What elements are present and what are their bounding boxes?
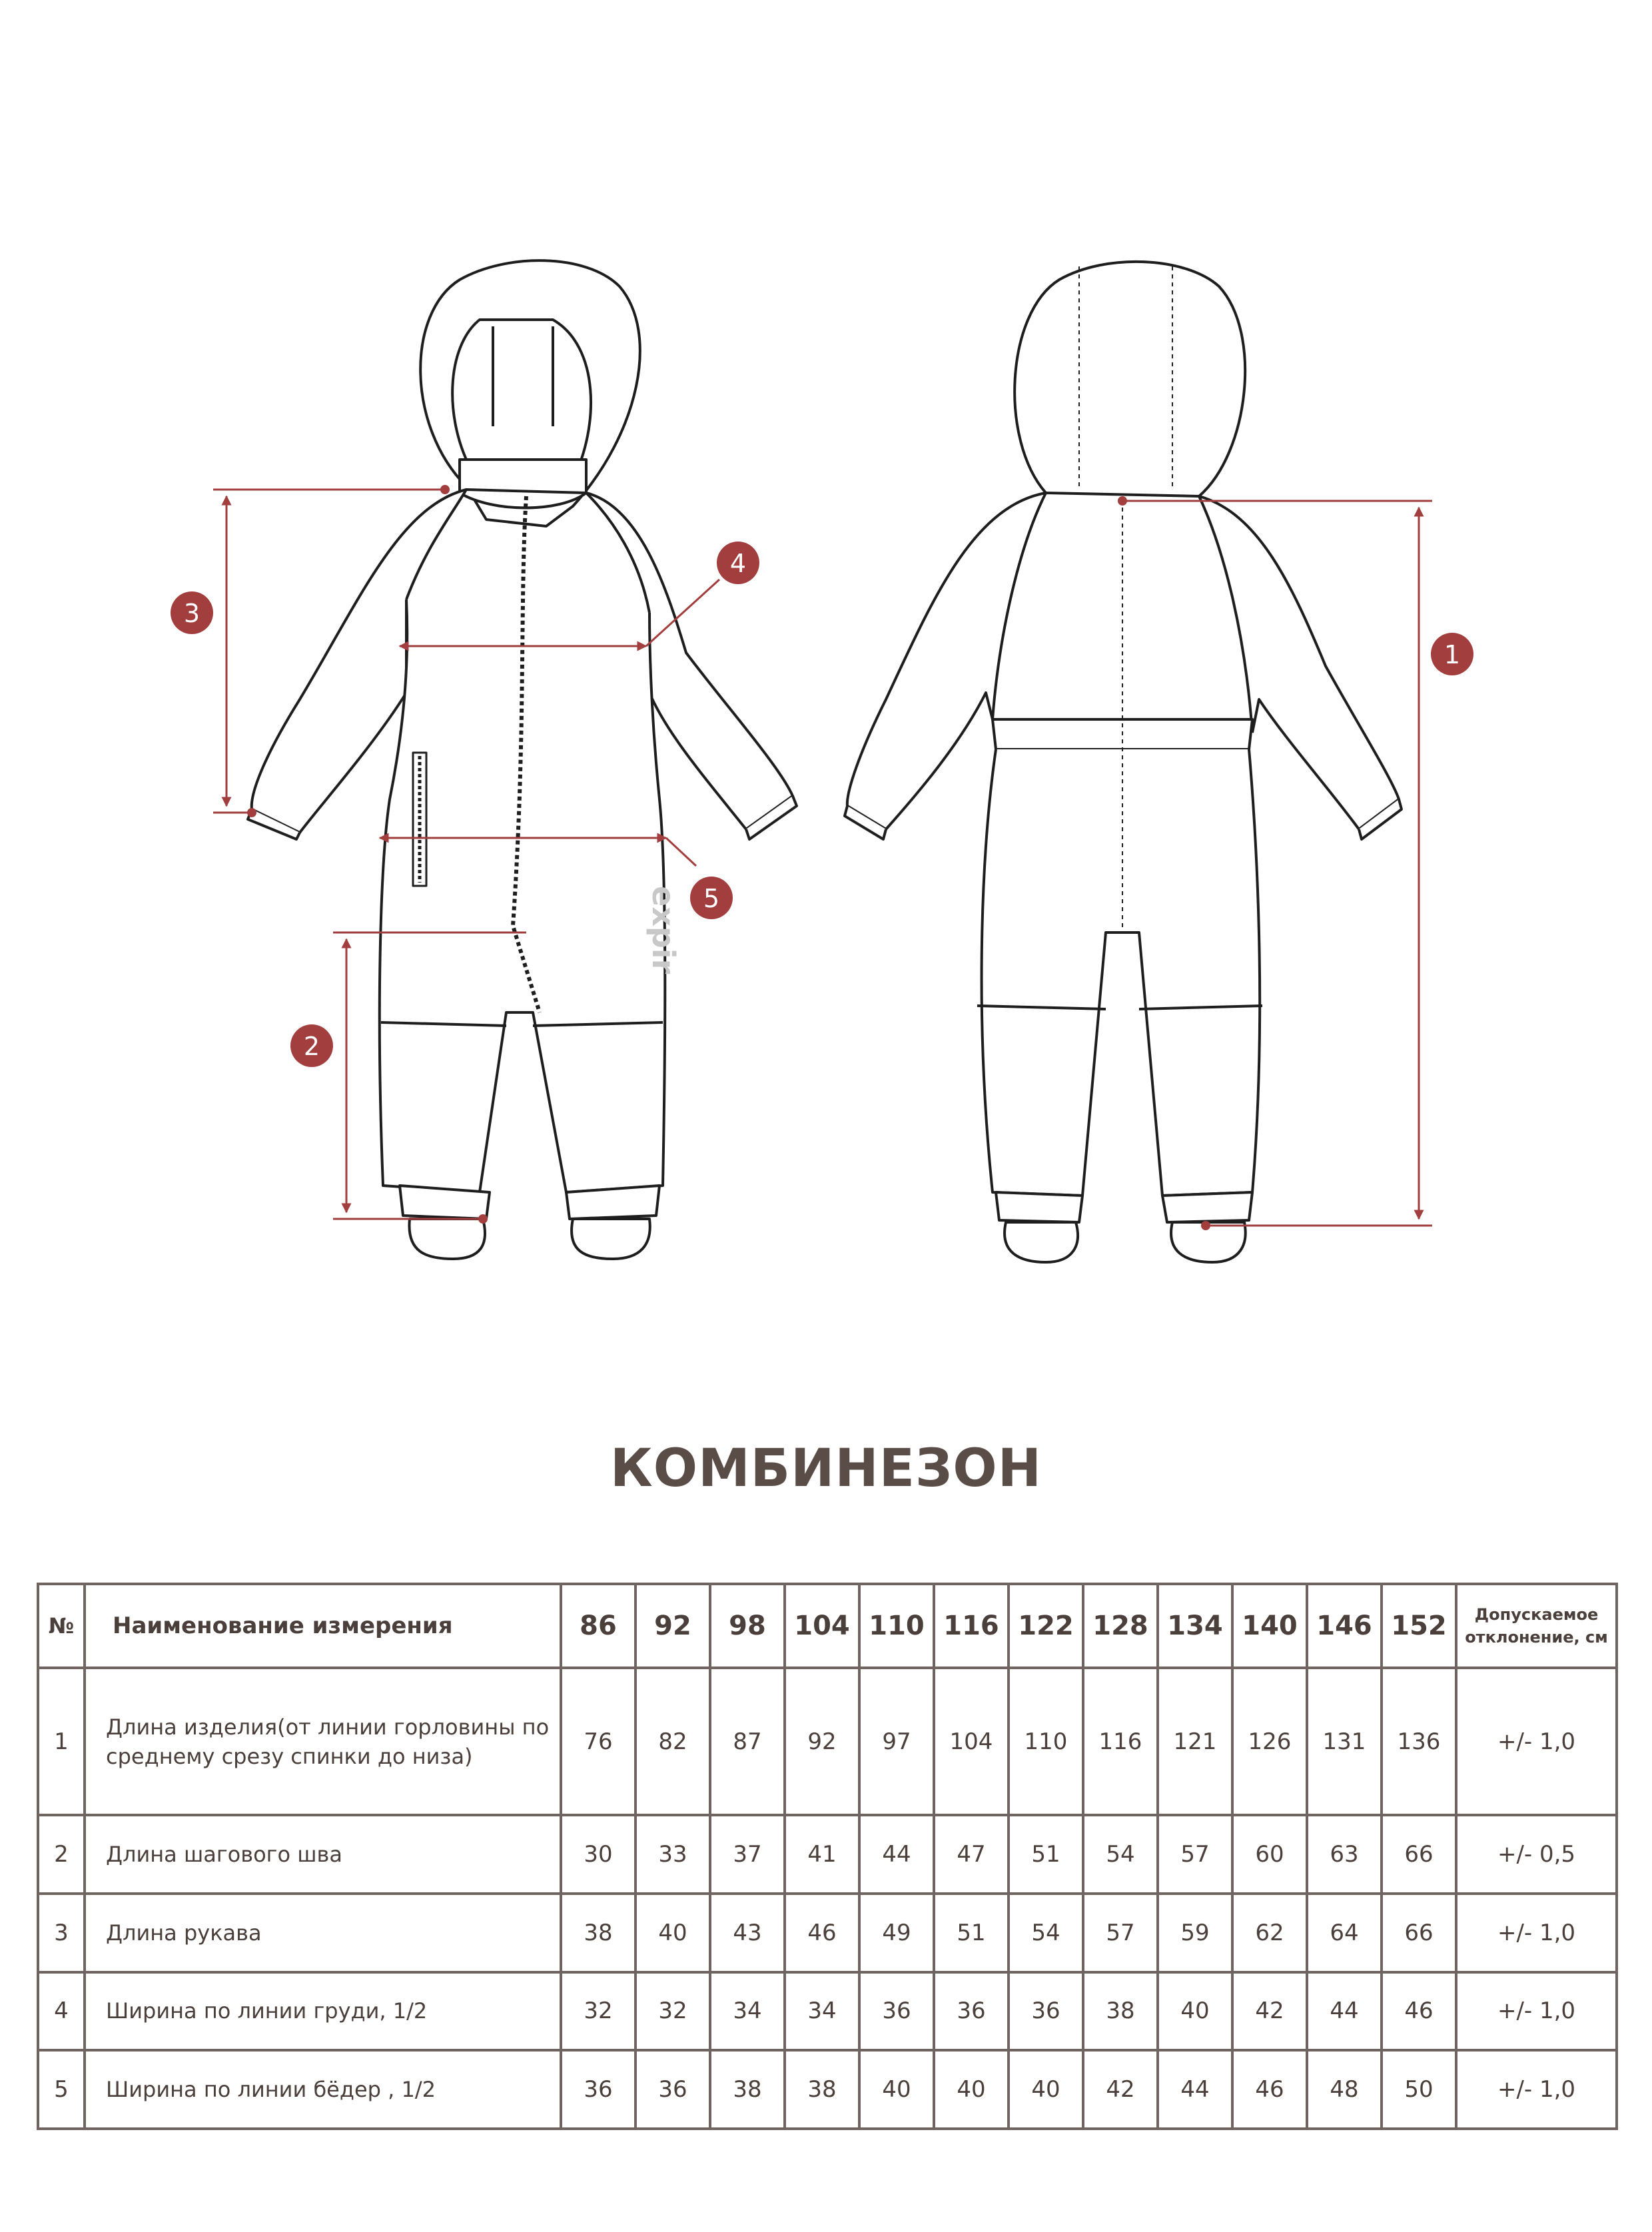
measurement-name: Длина изделия(от линии горловины по среднему срезу спинки до низа): [85, 1668, 561, 1815]
size-header: 128: [1083, 1584, 1158, 1668]
measurement-value: 54: [1083, 1815, 1158, 1894]
measurement-value: 46: [1232, 2050, 1307, 2129]
table-row: [38, 1815, 1617, 1894]
brand-logo-text: expir: [645, 886, 681, 974]
measurement-value: 42: [1083, 2050, 1158, 2129]
size-header: 122: [1009, 1584, 1083, 1668]
measurement-value: 104: [934, 1668, 1009, 1815]
measurement-value: 40: [859, 2050, 934, 2129]
measurement-value: 32: [635, 1972, 710, 2051]
measurement-value: 54: [1009, 1894, 1083, 1972]
measurement-value: 42: [1232, 1972, 1307, 2051]
size-header: 146: [1307, 1584, 1382, 1668]
measurement-value: 38: [710, 2050, 785, 2129]
measurement-value: 50: [1382, 2050, 1456, 2129]
row-number: 1: [38, 1668, 85, 1815]
measurement-name: Длина рукава: [85, 1894, 561, 1972]
measurement-value: 40: [1158, 1972, 1232, 2051]
measurement-value: 36: [934, 1972, 1009, 2051]
measurement-value: 38: [785, 2050, 859, 2129]
measurement-value: 47: [934, 1815, 1009, 1894]
measurement-value: 87: [710, 1668, 785, 1815]
measurement-value: 110: [1009, 1668, 1083, 1815]
row-number: 5: [38, 2050, 85, 2129]
marker-1: [1431, 633, 1473, 675]
table-row: [38, 1972, 1617, 2051]
measurement-value: 64: [1307, 1894, 1382, 1972]
measurement-value: 30: [561, 1815, 635, 1894]
tolerance-value: +/- 0,5: [1456, 1815, 1617, 1894]
measurement-value: 38: [561, 1894, 635, 1972]
measurement-value: 37: [710, 1815, 785, 1894]
measurement-value: 131: [1307, 1668, 1382, 1815]
marker-3: [171, 591, 213, 634]
measurement-value: 51: [1009, 1815, 1083, 1894]
measurement-value: 66: [1382, 1815, 1456, 1894]
measurement-name: Длина шагового шва: [85, 1815, 561, 1894]
measurement-value: 44: [1307, 1972, 1382, 2051]
marker-5: [690, 877, 733, 919]
table-header-row: [38, 1584, 1617, 1668]
tolerance-value: +/- 1,0: [1456, 1668, 1617, 1815]
size-header: 140: [1232, 1584, 1307, 1668]
size-header: 104: [785, 1584, 859, 1668]
measurement-value: 40: [635, 1894, 710, 1972]
measurement-value: 63: [1307, 1815, 1382, 1894]
measurement-value: 36: [561, 2050, 635, 2129]
table-row: [38, 1894, 1617, 1972]
size-header: 110: [859, 1584, 934, 1668]
measurement-value: 51: [934, 1894, 1009, 1972]
measurement-value: 40: [934, 2050, 1009, 2129]
measurement-value: 38: [1083, 1972, 1158, 2051]
measurement-value: 136: [1382, 1668, 1456, 1815]
tolerance-value: +/- 1,0: [1456, 1894, 1617, 1972]
col-no-header: №: [38, 1584, 85, 1668]
size-header: 152: [1382, 1584, 1456, 1668]
measurement-value: 57: [1083, 1894, 1158, 1972]
marker-2: [290, 1024, 333, 1067]
measurement-value: 36: [635, 2050, 710, 2129]
measurement-value: 97: [859, 1668, 934, 1815]
measurement-value: 59: [1158, 1894, 1232, 1972]
measurement-value: 48: [1307, 2050, 1382, 2129]
measurement-value: 66: [1382, 1894, 1456, 1972]
measurement-value: 76: [561, 1668, 635, 1815]
tolerance-value: +/- 1,0: [1456, 1972, 1617, 2051]
measurement-value: 44: [1158, 2050, 1232, 2129]
size-header: 86: [561, 1584, 635, 1668]
back-view: [845, 262, 1402, 1262]
table-row: [38, 2050, 1617, 2129]
measurement-value: 33: [635, 1815, 710, 1894]
measurement-name: Ширина по линии груди, 1/2: [85, 1972, 561, 2051]
measurement-value: 36: [859, 1972, 934, 2051]
row-number: 4: [38, 1972, 85, 2051]
measurement-value: 116: [1083, 1668, 1158, 1815]
measurement-value: 46: [785, 1894, 859, 1972]
measurement-value: 126: [1232, 1668, 1307, 1815]
measurement-value: 82: [635, 1668, 710, 1815]
row-number: 2: [38, 1815, 85, 1894]
marker-4: [717, 542, 759, 584]
measurement-name: Ширина по линии бёдер , 1/2: [85, 2050, 561, 2129]
size-header: 92: [635, 1584, 710, 1668]
size-header: 134: [1158, 1584, 1232, 1668]
measurement-value: 36: [1009, 1972, 1083, 2051]
measurement-value: 34: [785, 1972, 859, 2051]
measurement-value: 34: [710, 1972, 785, 2051]
svg-text:4: 4: [729, 549, 747, 578]
front-view: [248, 260, 797, 1259]
measurement-value: 40: [1009, 2050, 1083, 2129]
measurement-value: 121: [1158, 1668, 1232, 1815]
measurement-value: 92: [785, 1668, 859, 1815]
svg-text:2: 2: [303, 1032, 320, 1061]
size-header: 116: [934, 1584, 1009, 1668]
col-tolerance-header: Допускаемое отклонение, см: [1456, 1584, 1617, 1668]
measurement-value: 60: [1232, 1815, 1307, 1894]
measurement-value: 41: [785, 1815, 859, 1894]
size-table: [37, 1583, 1618, 2130]
svg-text:3: 3: [183, 599, 201, 628]
measurement-value: 57: [1158, 1815, 1232, 1894]
measurement-value: 44: [859, 1815, 934, 1894]
measurement-value: 62: [1232, 1894, 1307, 1972]
col-name-header: Наименование измерения: [85, 1584, 561, 1668]
size-header: 98: [710, 1584, 785, 1668]
measurement-value: 49: [859, 1894, 934, 1972]
measurement-value: 32: [561, 1972, 635, 2051]
measurement-value: 43: [710, 1894, 785, 1972]
page-title: КОМБИНЕЗОН: [610, 1439, 1042, 1499]
measurement-value: 46: [1382, 1972, 1456, 2051]
tolerance-value: +/- 1,0: [1456, 2050, 1617, 2129]
svg-text:5: 5: [703, 884, 720, 913]
row-number: 3: [38, 1894, 85, 1972]
table-row: [38, 1668, 1617, 1815]
svg-text:1: 1: [1444, 640, 1461, 669]
